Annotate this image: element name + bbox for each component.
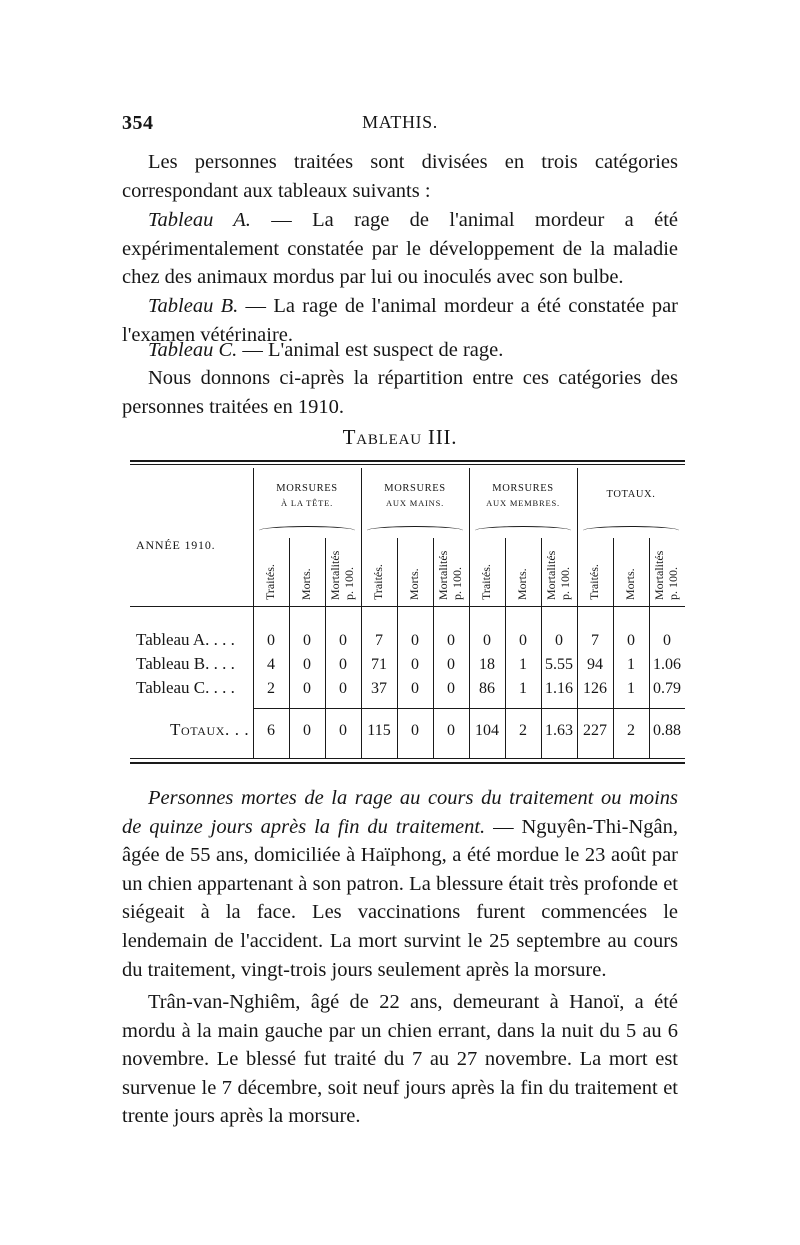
repartition-paragraph: Nous donnons ci-après la répartition entre ces catégories des personnes traitées en 1910.	[122, 367, 678, 418]
subcolumn-header: Traités.	[263, 564, 277, 600]
row-header-annee: ANNÉE 1910.	[136, 538, 216, 552]
tableau-a-label: Tableau A.	[148, 209, 251, 231]
table-cell: 0	[267, 632, 275, 649]
tableau-a-paragraph	[122, 206, 678, 292]
group-brace	[259, 526, 355, 535]
totals-cell: 0	[411, 722, 419, 739]
table-cell: 0	[555, 632, 563, 649]
deaths-text: — Nguyên-Thi-Ngân, âgée de 55 ans, domiciliée à Haïphong, a été mordue le 23 août par un chien appartenant à son patron. La blessure était très profonde et siégeait à la face. Les vaccinations furent commencées le lendemain de l'accident. La mort survint le 25 septembre au cours du traitement, vingt-trois jours seulement après la morsure.	[122, 815, 678, 981]
table-cell: 1	[519, 656, 527, 673]
tableau-iii	[130, 460, 685, 765]
totals-label: Totaux. . .	[170, 720, 250, 739]
table-cell: 1	[519, 680, 527, 697]
deaths-paragraph	[122, 784, 678, 984]
page-number: 354	[122, 112, 154, 134]
subcolumn-header: Mortalités	[328, 550, 342, 600]
table-cell: 1	[627, 680, 635, 697]
subcolumn-header: p. 100.	[450, 567, 464, 600]
subcolumn-header: p. 100.	[558, 567, 572, 600]
column-rule	[253, 468, 254, 758]
group-header-2	[361, 482, 469, 510]
second-case-paragraph: Trân-van-Nghiêm, âgé de 22 ans, demeurant à Hanoï, a été mordu à la main gauche par un chien errant, dans la nuit du 5 au 6 novembre. Le blessé fut traité du 7 au 27 novembre. La mort est survenue le 7 décembre, soit neuf jours après la fin du traitement et trente jours après la morsure.	[122, 991, 678, 1128]
row-label: Tableau A. . . .	[136, 630, 235, 649]
totals-cell: 227	[583, 722, 607, 739]
row-label: Tableau B. . . .	[136, 654, 235, 673]
deaths-heading: Personnes mortes de la rage au cours du traitement ou moins de quinze jours après la fin du traitement.	[122, 787, 678, 838]
table-cell: 0.79	[653, 680, 681, 697]
totals-cell: 2	[627, 722, 635, 739]
table-cell: 0	[447, 656, 455, 673]
table-cell: 4	[267, 656, 275, 673]
group-header-line1: TOTAUX.	[606, 489, 656, 500]
table-cell: 0	[339, 656, 347, 673]
table-cell: 0	[411, 632, 419, 649]
subcolumn-header: Traités.	[479, 564, 493, 600]
table-cell: 7	[375, 632, 383, 649]
intro-paragraph: Les personnes traitées sont divisées en trois catégories correspondant aux tableaux suivants :	[122, 151, 678, 202]
subcolumn-header: p. 100.	[666, 567, 680, 600]
subcolumn-header: p. 100.	[342, 567, 356, 600]
group-header-line2: AUX MAINS.	[385, 498, 445, 508]
table-cell: 0	[663, 632, 671, 649]
table-title: Tableau III.	[342, 425, 458, 449]
column-rule	[577, 468, 578, 758]
totals-cell: 104	[475, 722, 499, 739]
subcolumn-header: Morts.	[515, 568, 529, 600]
table-cell: 0	[339, 680, 347, 697]
group-header-line2: À LA TÊTE.	[281, 498, 333, 508]
subcolumn-header: Traités.	[587, 564, 601, 600]
table-cell: 0	[483, 632, 491, 649]
group-header-line2: AUX MEMBRES.	[486, 498, 560, 508]
table-cell: 126	[583, 680, 607, 697]
running-header	[122, 112, 678, 138]
header-bottom-rule	[130, 606, 685, 607]
group-header-1	[253, 482, 361, 510]
table-cell: 0	[519, 632, 527, 649]
table-cell: 0	[411, 680, 419, 697]
group-header-4	[577, 488, 685, 502]
table-top-rule-thick	[130, 460, 685, 462]
totals-cell: 0	[447, 722, 455, 739]
table-cell: 1.16	[545, 680, 573, 697]
table-cell: 0	[339, 632, 347, 649]
subcolumn-header: Morts.	[299, 568, 313, 600]
totals-cell: 0	[339, 722, 347, 739]
subcolumn-header: Mortalités	[436, 550, 450, 600]
totals-cell: 0	[303, 722, 311, 739]
subcolumn-header: Mortalités	[652, 550, 666, 600]
table-cell: 0	[411, 656, 419, 673]
group-header-line1: MORSURES	[492, 483, 554, 494]
group-brace	[475, 526, 571, 535]
table-cell: 0	[627, 632, 635, 649]
table-bottom-rule-thin	[130, 758, 685, 759]
table-cell: 1	[627, 656, 635, 673]
tableau-b-label: Tableau B.	[148, 295, 239, 317]
table-cell: 0	[303, 656, 311, 673]
subcolumn-header: Morts.	[623, 568, 637, 600]
tableau-b-text: — La rage de l'animal mordeur a été constatée par l'examen vétérinaire.	[122, 295, 678, 346]
group-header-line1: MORSURES	[384, 483, 446, 494]
totals-cell: 2	[519, 722, 527, 739]
row-label: Tableau C. . . .	[136, 678, 235, 697]
column-rule	[361, 468, 362, 758]
table-cell: 1.06	[653, 656, 681, 673]
table-cell: 18	[479, 656, 495, 673]
group-header-line1: MORSURES	[276, 483, 338, 494]
table-cell: 71	[371, 656, 387, 673]
totals-cell: 115	[367, 722, 391, 739]
subcolumn-header: Mortalités	[544, 550, 558, 600]
table-cell: 37	[371, 680, 387, 697]
running-title: MATHIS.	[362, 112, 438, 132]
table-cell: 7	[591, 632, 599, 649]
tableau-c-paragraph	[122, 336, 678, 365]
tableau-c-text: — L'animal est suspect de rage.	[237, 339, 504, 361]
table-cell: 0	[447, 680, 455, 697]
subcolumn-header: Traités.	[371, 564, 385, 600]
table-cell: 5.55	[545, 656, 573, 673]
table-cell: 86	[479, 680, 495, 697]
totals-cell: 0.88	[653, 722, 681, 739]
table-top-rule-thin	[130, 464, 685, 465]
column-rule	[469, 468, 470, 758]
group-brace	[367, 526, 463, 535]
tableau-a-text: — La rage de l'animal mordeur a été expérimentalement constatée par le développement de la maladie chez des animaux mordus par lui ou inoculés avec son bulbe.	[122, 209, 679, 289]
group-brace	[583, 526, 679, 535]
table-cell: 0	[303, 632, 311, 649]
table-cell: 94	[587, 656, 603, 673]
table-cell: 2	[267, 680, 275, 697]
table-cell: 0	[303, 680, 311, 697]
group-header-3	[469, 482, 577, 510]
tableau-c-label: Tableau C.	[148, 339, 238, 361]
totals-cell: 6	[267, 722, 275, 739]
table-bottom-rule-thick	[130, 762, 685, 764]
totals-cell: 1.63	[545, 722, 573, 739]
table-cell: 0	[447, 632, 455, 649]
subcolumn-header: Morts.	[407, 568, 421, 600]
